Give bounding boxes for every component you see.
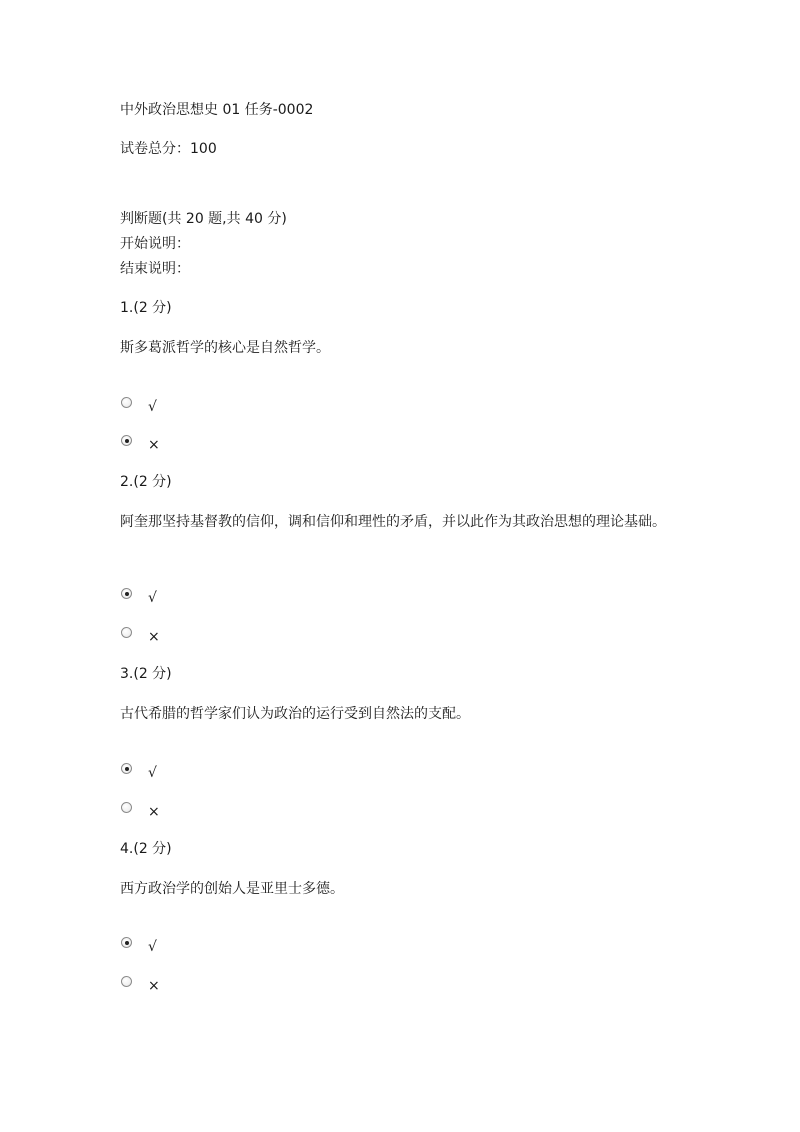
section-heading: 判断题(共 20 题,共 40 分) bbox=[120, 211, 287, 227]
question-text: 西方政治学的创始人是亚里士多德。 bbox=[120, 881, 344, 897]
option-label: × bbox=[148, 804, 160, 820]
radio-button-selected[interactable] bbox=[121, 588, 132, 599]
start-note: 开始说明： bbox=[120, 236, 190, 252]
radio-button[interactable] bbox=[121, 976, 132, 987]
question-text: 古代希腊的哲学家们认为政治的运行受到自然法的支配。 bbox=[120, 706, 470, 722]
end-note: 结束说明： bbox=[120, 261, 190, 277]
question-number: 4.(2 分) bbox=[120, 841, 172, 857]
option-label: √ bbox=[148, 399, 157, 415]
radio-button-selected[interactable] bbox=[121, 763, 132, 774]
radio-button-selected[interactable] bbox=[121, 937, 132, 948]
option-label: √ bbox=[148, 590, 157, 606]
radio-button-selected[interactable] bbox=[121, 435, 132, 446]
option-label: √ bbox=[148, 765, 157, 781]
option-label: × bbox=[148, 437, 160, 453]
question-number: 3.(2 分) bbox=[120, 666, 172, 682]
radio-button[interactable] bbox=[121, 627, 132, 638]
question-text: 斯多葛派哲学的核心是自然哲学。 bbox=[120, 340, 330, 356]
option-label: × bbox=[148, 629, 160, 645]
question-text: 阿奎那坚持基督教的信仰，调和信仰和理性的矛盾，并以此作为其政治思想的理论基础。 bbox=[120, 514, 666, 530]
question-number: 2.(2 分) bbox=[120, 474, 172, 490]
total-score: 试卷总分：100 bbox=[120, 141, 217, 157]
option-label: × bbox=[148, 978, 160, 994]
radio-button[interactable] bbox=[121, 802, 132, 813]
page-title: 中外政治思想史 01 任务-0002 bbox=[120, 102, 314, 118]
radio-button[interactable] bbox=[121, 397, 132, 408]
question-number: 1.(2 分) bbox=[120, 300, 172, 316]
option-label: √ bbox=[148, 939, 157, 955]
